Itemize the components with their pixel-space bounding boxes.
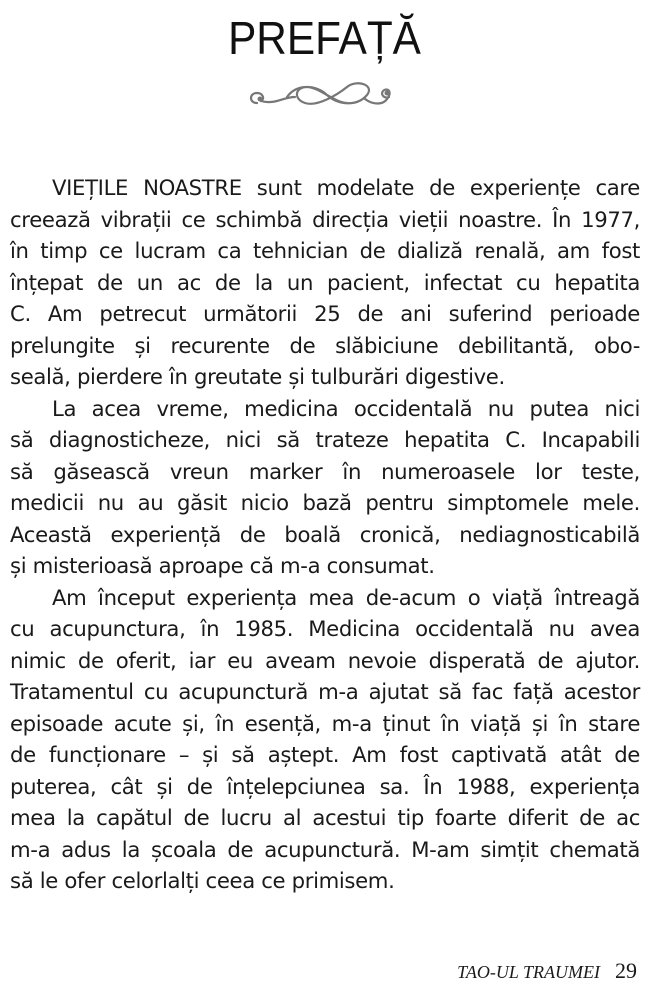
text-line: de funcționare – și să aștept. Am fost captivată atât de — [10, 742, 640, 767]
text-line: să le ofer celorlalți ceea ce primisem. — [10, 868, 395, 893]
paragraph-3 — [10, 582, 640, 897]
text-line: să găsească vreun marker în numeroasele lor teste, — [10, 458, 640, 484]
text-line: La acea vreme, medicina occidentală nu putea nici — [52, 395, 640, 421]
paragraph-1 — [10, 172, 640, 393]
text-line: creează vibrații ce schimbă direcția vieții noastre. În 1977, — [10, 206, 640, 232]
text-line: m-a adus la școala de acupunctură. M-am simțit chemată — [10, 836, 640, 862]
text-line: episoade acute și, în esență, m-a ținut în viață și în stare — [10, 710, 640, 736]
text-line: nimic de oferit, iar eu aveam nevoie disperată de ajutor. — [10, 647, 640, 673]
text-line: C. Am petrecut următorii 25 de ani suferind perioade — [10, 301, 640, 326]
text-line: să diagnosticheze, nici să trateze hepatita C. Incapabili — [10, 427, 640, 452]
preface-body — [10, 172, 640, 897]
running-title: TAO-UL TRAUMEI — [457, 962, 600, 982]
page-footer — [457, 958, 637, 984]
text-line: medicii nu au găsit nicio bază pentru simptomele mele. — [10, 490, 640, 515]
text-line: înțepat de un ac de la un pacient, infectat cu hepatita — [10, 269, 640, 295]
text-line: prelungite și recurente de slăbiciune debilitantă, obo- — [10, 332, 640, 358]
flourish-ornament-icon — [247, 75, 407, 115]
text-line: Această experiență de boală cronică, nediagnosticabilă — [10, 521, 640, 547]
text-line: mea la capătul de lucru al acestui tip foarte diferit de ac — [10, 805, 640, 830]
text-line: și misterioasă aproape că m-a consumat. — [10, 553, 435, 578]
page-title: PREFAȚĂ — [228, 12, 421, 64]
page-number: 29 — [615, 958, 637, 983]
text-line: VIEȚILE NOASTRE sunt modelate de experiențe care — [52, 175, 640, 200]
text-line: puterea, cât și de înțelepciunea sa. În 1988, experiența — [10, 773, 640, 799]
text-line: Tratamentul cu acupunctură m-a ajutat să fac față acestor — [10, 679, 640, 704]
text-line: cu acupunctura, în 1985. Medicina occidentală nu avea — [10, 616, 640, 641]
text-line: în timp ce lucram ca tehnician de dializă renală, am fost — [10, 238, 640, 263]
text-line: Am început experiența mea de-acum o viață întreagă — [52, 584, 640, 610]
paragraph-2 — [10, 393, 640, 582]
text-line: seală, pierdere în greutate și tulburări digestive. — [10, 364, 505, 389]
